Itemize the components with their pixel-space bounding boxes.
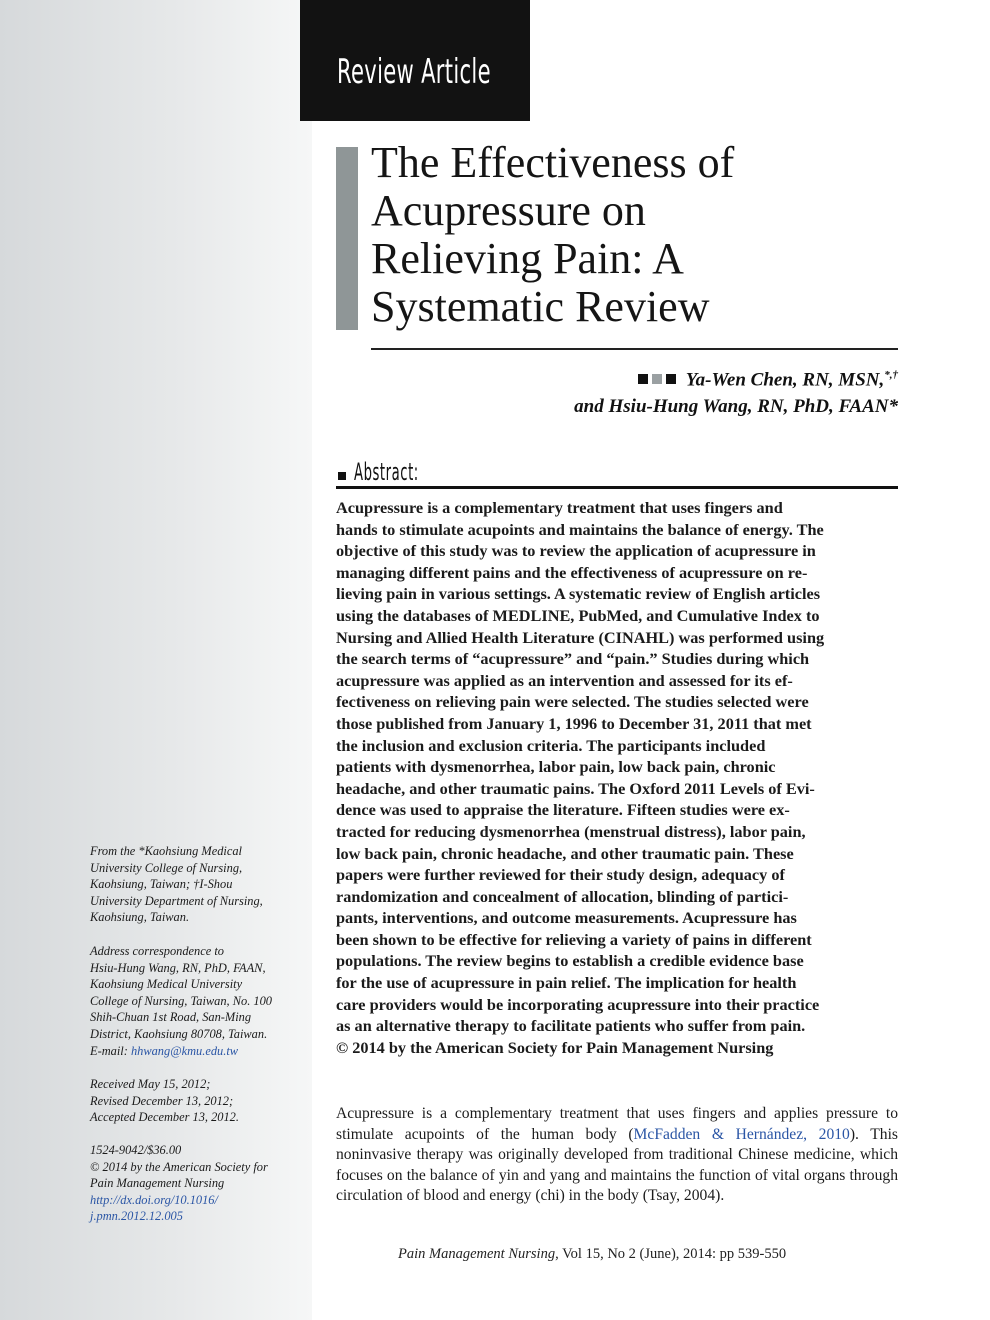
- author-affiliation-marks: *,†: [884, 369, 898, 381]
- abstract-line: been shown to be effective for relieving a variety of pains in different: [336, 929, 812, 949]
- abstract-line: low back pain, chronic headache, and other traumatic pain. These: [336, 843, 794, 863]
- title-line: Acupressure on: [371, 186, 646, 235]
- abstract-divider: [336, 486, 898, 489]
- bullet-square-icon: [652, 374, 662, 384]
- author-name: Ya-Wen Chen, RN, MSN,: [685, 369, 885, 391]
- abstract-line: those published from January 1, 1996 to December 31, 2011 that met: [336, 713, 812, 733]
- title-line: Relieving Pain: A: [371, 234, 684, 283]
- title-line: The Effectiveness of: [371, 138, 735, 187]
- abstract-line: fectiveness on relieving pain were selected. The studies selected were: [336, 692, 809, 712]
- section-label: Review Article: [337, 52, 491, 92]
- title-accent-bar: [336, 147, 358, 330]
- abstract-heading: Abstract:: [338, 458, 472, 486]
- abstract-line: the search terms of “acupressure” and “pain.” Studies during which: [336, 649, 810, 669]
- affiliation-line: Kaohsiung, Taiwan; †I-Shou: [90, 877, 233, 892]
- author-line-2: [378, 393, 898, 420]
- abstract-line: Nursing and Allied Health Literature (CINAHL) was performed using: [336, 627, 825, 647]
- email-label: E-mail:: [90, 1043, 131, 1058]
- abstract-line: care providers would be incorporating acupressure into their practice: [336, 994, 820, 1014]
- publication-info: [90, 1142, 305, 1225]
- abstract-line: as an alternative therapy to facilitate patients who suffer from pain.: [336, 1016, 806, 1036]
- abstract-line: tracted for reducing dysmenorrhea (menstrual distress), labor pain,: [336, 821, 806, 841]
- affiliation-line: University Department of Nursing,: [90, 893, 263, 908]
- email-line: [90, 1043, 305, 1060]
- title-line: Systematic Review: [371, 282, 710, 331]
- title-divider: [371, 348, 898, 350]
- doi-link[interactable]: j.pmn.2012.12.005: [90, 1209, 183, 1224]
- issn: 1524-9042/$36.00: [90, 1143, 182, 1157]
- abstract-line: lieving pain in various settings. A systematic review of English articles: [336, 584, 821, 604]
- abstract-line: using the databases of MEDLINE, PubMed, and Cumulative Index to: [336, 605, 820, 625]
- article-title: [371, 139, 891, 331]
- journal-footer: [398, 1246, 958, 1263]
- journal-details: , Vol 15, No 2 (June), 2014: pp 539-550: [555, 1246, 787, 1262]
- abstract-line: dence was used to appraise the literature. Fifteen studies were ex-: [336, 800, 790, 820]
- abstract-line: headache, and other traumatic pains. The Oxford 2011 Levels of Evi-: [336, 778, 815, 798]
- author-affiliation-marks: *: [888, 396, 898, 418]
- copyright-line: © 2014 by the American Society for: [90, 1159, 268, 1174]
- abstract-line: randomization and concealment of allocation, blinding of partici-: [336, 886, 789, 906]
- date-line: Received May 15, 2012;: [90, 1077, 211, 1091]
- bullet-square-icon: [638, 374, 648, 384]
- bullet-square-icon: [338, 472, 346, 480]
- abstract-line: Acupressure is a complementary treatment that uses fingers and: [336, 498, 783, 517]
- date-line: Revised December 13, 2012;: [90, 1093, 234, 1108]
- email-link[interactable]: hhwang@kmu.edu.tw: [130, 1043, 239, 1058]
- intro-text: ). This noninvasive therapy was originally developed from traditional Chinese medicine, which focuses on the balance of yin and yang and maintains the function of vital organs through circulation of blood and energy (chi) in the body (Tsay, 2004).: [336, 1125, 898, 1205]
- author-list: [378, 362, 898, 420]
- date-line: Accepted December 13, 2012.: [90, 1110, 239, 1125]
- correspondence-line: Shih-Chuan 1st Road, San-Ming: [90, 1010, 252, 1025]
- abstract-line: patients with dysmenorrhea, labor pain, low back pain, chronic: [336, 757, 776, 777]
- correspondence-line: Hsiu-Hung Wang, RN, PhD, FAAN,: [90, 960, 266, 975]
- doi-link[interactable]: http://dx.doi.org/10.1016/: [90, 1192, 218, 1207]
- affiliation-line: Kaohsiung, Taiwan.: [90, 910, 190, 925]
- correspondence: [90, 943, 305, 1059]
- abstract-line: for the use of acupressure in pain relief. The implication for health: [336, 973, 797, 993]
- abstract-copyright: © 2014 by the American Society for Pain Management Nursing: [336, 1037, 774, 1057]
- abstract-line: papers were further reviewed for their study design, adequacy of: [336, 865, 785, 885]
- copyright-line: Pain Management Nursing: [90, 1176, 225, 1191]
- citation-link[interactable]: McFadden & Hernández, 2010: [633, 1125, 850, 1143]
- abstract-text: [336, 497, 898, 1058]
- correspondence-line: Kaohsiung Medical University: [90, 977, 243, 992]
- abstract-line: the inclusion and exclusion criteria. The participants included: [336, 735, 766, 755]
- abstract-line: managing different pains and the effectiveness of acupressure on re-: [336, 562, 808, 582]
- bullet-square-icon: [666, 374, 676, 384]
- article-dates: [90, 1076, 305, 1126]
- journal-name: Pain Management Nursing: [398, 1246, 556, 1262]
- affiliations: [90, 843, 305, 926]
- affiliation-line: University College of Nursing,: [90, 860, 243, 875]
- abstract-line: objective of this study was to review the application of acupressure in: [336, 541, 816, 561]
- abstract-line: pants, interventions, and outcome measurements. Acupressure has: [336, 908, 797, 928]
- author-name: and Hsiu-Hung Wang, RN, PhD, FAAN: [574, 396, 889, 418]
- author-line-1: [378, 362, 898, 393]
- abstract-line: acupressure was applied as an intervention and assessed for its ef-: [336, 670, 793, 690]
- intro-paragraph: [336, 1104, 898, 1207]
- abstract-line: populations. The review begins to establish a credible evidence base: [336, 951, 804, 971]
- correspondence-line: Address correspondence to: [90, 944, 224, 958]
- correspondence-line: College of Nursing, Taiwan, No. 100: [90, 993, 272, 1008]
- abstract-line: hands to stimulate acupoints and maintains the balance of energy. The: [336, 519, 824, 539]
- correspondence-line: District, Kaohsiung 80708, Taiwan.: [90, 1026, 268, 1041]
- affiliation-line: From the *Kaohsiung Medical: [90, 844, 242, 858]
- intro-text: Acupressure is a complementary treatment that uses fingers and applies pressure to stimulate acupoints of the human body (: [336, 1105, 898, 1143]
